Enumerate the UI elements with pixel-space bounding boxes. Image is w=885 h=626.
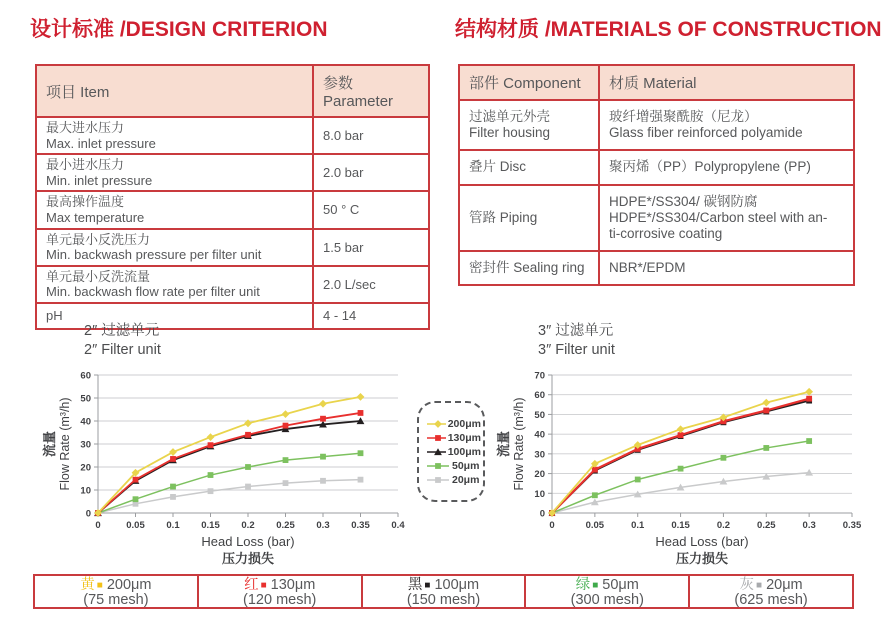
parameter-value: 4 - 14 — [313, 303, 429, 329]
chart-3in-block — [492, 322, 870, 567]
svg-text:0.15: 0.15 — [671, 519, 690, 531]
svg-text:0.05: 0.05 — [585, 519, 605, 531]
chart-3in-plot — [492, 367, 870, 533]
table-row — [36, 154, 429, 191]
table-row — [36, 191, 429, 228]
legend-entry — [426, 418, 481, 430]
mesh-legend-cell — [35, 576, 197, 607]
chart-title-zh: 2″ 过滤单元 — [84, 323, 160, 339]
svg-text:0.35: 0.35 — [351, 519, 370, 531]
color-name: 红 — [244, 577, 259, 593]
legend-label: 130μm — [447, 431, 481, 444]
item-zh: 最高操作温度 — [46, 194, 125, 210]
svg-text:Flow Rate (m³/h): Flow Rate (m³/h) — [58, 397, 72, 491]
svg-text:0.15: 0.15 — [201, 519, 220, 531]
component-zh: 管路 Piping — [469, 209, 538, 225]
micron-size: 130μm — [270, 577, 316, 593]
mesh-legend-cell — [361, 576, 525, 607]
svg-text:30: 30 — [534, 449, 545, 461]
item-zh: 单元最小反洗流量 — [46, 268, 151, 284]
svg-text:10: 10 — [80, 485, 91, 497]
materials-title: 结构材质 /MATERIALS OF CONSTRUCTION — [455, 18, 882, 41]
header-component: 部件 Component — [459, 65, 599, 100]
chart-3in-xaxis-caption — [492, 534, 870, 568]
chart-2in-xaxis-caption — [38, 534, 416, 568]
color-swatch: ■ — [756, 579, 763, 591]
legend-label: 50μm — [452, 459, 480, 472]
svg-text:10: 10 — [534, 488, 545, 500]
item-zh: 最大进水压力 — [46, 120, 125, 135]
svg-text:20: 20 — [534, 468, 545, 480]
component-zh: 密封件 Sealing ring — [469, 260, 585, 276]
table-header-row — [459, 65, 854, 100]
parameter-value: 2.0 bar — [313, 154, 429, 191]
color-swatch: ■ — [96, 579, 103, 591]
svg-text:0.05: 0.05 — [126, 519, 145, 531]
micron-size: 100μm — [434, 577, 480, 593]
svg-text:70: 70 — [534, 370, 545, 382]
parameter-value: 8.0 bar — [313, 117, 429, 154]
materials-table — [458, 64, 855, 286]
svg-text:40: 40 — [534, 429, 545, 441]
mesh-size: (150 mesh) — [406, 592, 481, 609]
mesh-legend-cell — [688, 576, 852, 607]
legend-label: 20μm — [452, 473, 480, 486]
legend-diamond-marker-icon — [426, 419, 446, 429]
parameter-value: 2.0 L/sec — [313, 266, 429, 303]
svg-text:20: 20 — [80, 462, 91, 474]
material-en: HDPE*/SS304/Carbon steel with an- — [609, 209, 828, 225]
table-row — [459, 150, 854, 184]
svg-text:0.2: 0.2 — [241, 519, 255, 531]
svg-text:0.3: 0.3 — [316, 519, 330, 531]
legend-entry — [426, 446, 481, 458]
color-swatch: ■ — [592, 579, 599, 591]
svg-text:流量: 流量 — [496, 430, 511, 457]
material-en: ti-corrosive coating — [609, 225, 723, 241]
legend-square-marker-icon — [426, 461, 450, 471]
mesh-legend-cell — [197, 576, 361, 607]
x-axis-label-zh: 压力损失 — [675, 550, 728, 566]
x-axis-label-zh: 压力损失 — [221, 550, 274, 566]
component-en: Filter housing — [469, 125, 551, 141]
color-name: 黑 — [407, 577, 423, 593]
chart-2in-plot — [38, 367, 416, 533]
svg-text:0.2: 0.2 — [716, 519, 731, 531]
svg-text:流量: 流量 — [42, 430, 57, 457]
svg-text:40: 40 — [80, 416, 91, 428]
x-axis-label-en: Head Loss (bar) — [201, 533, 295, 549]
svg-text:0: 0 — [549, 519, 555, 531]
x-axis-label-en: Head Loss (bar) — [655, 533, 749, 549]
svg-text:0.4: 0.4 — [391, 519, 405, 531]
mesh-legend-cell — [524, 576, 688, 607]
svg-text:0: 0 — [95, 519, 101, 531]
micron-size: 200μm — [106, 577, 152, 593]
legend-square-marker-icon — [426, 433, 446, 443]
table-header-row — [36, 65, 429, 117]
color-name: 绿 — [575, 577, 591, 593]
table-row — [36, 266, 429, 303]
chart-2in-block — [38, 322, 416, 567]
design-criterion-table — [35, 64, 430, 330]
chart-title-en: 2″ Filter unit — [84, 341, 161, 358]
svg-text:30: 30 — [80, 439, 91, 451]
chart-title-zh: 3″ 过滤单元 — [538, 323, 614, 339]
parameter-value: 1.5 bar — [313, 229, 429, 266]
mesh-size: (75 mesh) — [83, 592, 149, 609]
color-name: 灰 — [739, 577, 755, 593]
chart-title-en: 3″ Filter unit — [538, 341, 615, 358]
item-en: Max. inlet pressure — [46, 135, 156, 151]
legend-entry — [426, 460, 481, 472]
legend-label: 200μm — [447, 417, 481, 430]
table-row — [36, 117, 429, 154]
svg-text:0: 0 — [539, 508, 545, 520]
micron-size: 50μm — [602, 577, 639, 593]
header-item: 项目 Item — [36, 65, 313, 117]
svg-text:0.35: 0.35 — [842, 519, 862, 531]
table-row — [36, 229, 429, 266]
svg-text:0.3: 0.3 — [802, 519, 816, 531]
svg-text:0.1: 0.1 — [631, 519, 645, 531]
legend-entry — [426, 432, 481, 444]
item-en: Min. backwash flow rate per filter unit — [46, 284, 260, 300]
mesh-legend-bar — [33, 574, 854, 609]
item-zh: 单元最小反洗压力 — [46, 231, 151, 247]
mesh-size: (300 mesh) — [570, 592, 644, 609]
item-en: Min. backwash pressure per filter unit — [46, 247, 262, 263]
svg-text:0: 0 — [85, 508, 91, 520]
svg-text:50: 50 — [80, 393, 91, 405]
table-row — [459, 185, 854, 252]
material-zh: HDPE*/SS304/ 碳钢防腐 — [609, 193, 758, 209]
table-row — [459, 100, 854, 150]
material-zh: NBR*/EPDM — [609, 260, 686, 276]
legend-square-marker-icon — [426, 475, 450, 485]
chart-2in-title — [84, 322, 416, 360]
header-parameter: 参数 Parameter — [313, 65, 429, 117]
color-name: 黄 — [80, 577, 95, 593]
svg-text:60: 60 — [80, 370, 91, 382]
component-zh: 叠片 Disc — [469, 159, 526, 175]
chart-3in-title — [538, 322, 870, 360]
svg-text:0.25: 0.25 — [276, 519, 295, 531]
color-swatch: ■ — [260, 579, 267, 591]
table-row — [459, 251, 854, 285]
mesh-size: (120 mesh) — [243, 592, 317, 609]
item-en: Min. inlet pressure — [46, 172, 153, 188]
header-material: 材质 Material — [599, 65, 854, 100]
design-criterion-title: 设计标准 /DESIGN CRITERION — [30, 18, 328, 41]
component-zh: 过滤单元外壳 — [469, 109, 550, 124]
item-zh: 最小进水压力 — [46, 157, 125, 173]
svg-text:60: 60 — [534, 389, 545, 401]
item-en: Max temperature — [46, 209, 145, 225]
legend-entry — [426, 474, 481, 486]
mesh-size: (625 mesh) — [734, 592, 808, 609]
color-swatch: ■ — [424, 579, 431, 591]
micron-size: 20μm — [766, 577, 803, 593]
material-zh: 玻纤增强聚酰胺（尼龙） — [609, 109, 758, 124]
chart-legend-box — [417, 401, 485, 502]
legend-triangle-marker-icon — [426, 447, 446, 457]
material-zh: 聚丙烯（PP）Polypropylene (PP) — [609, 159, 811, 175]
parameter-value: 50 ° C — [313, 191, 429, 228]
svg-text:0.25: 0.25 — [757, 519, 776, 531]
item-zh: pH — [46, 308, 63, 324]
svg-text:50: 50 — [534, 409, 545, 421]
svg-text:Flow Rate (m³/h): Flow Rate (m³/h) — [512, 397, 526, 491]
material-en: Glass fiber reinforced polyamide — [609, 125, 803, 141]
legend-label: 100μm — [447, 445, 481, 458]
svg-text:0.1: 0.1 — [166, 519, 180, 531]
